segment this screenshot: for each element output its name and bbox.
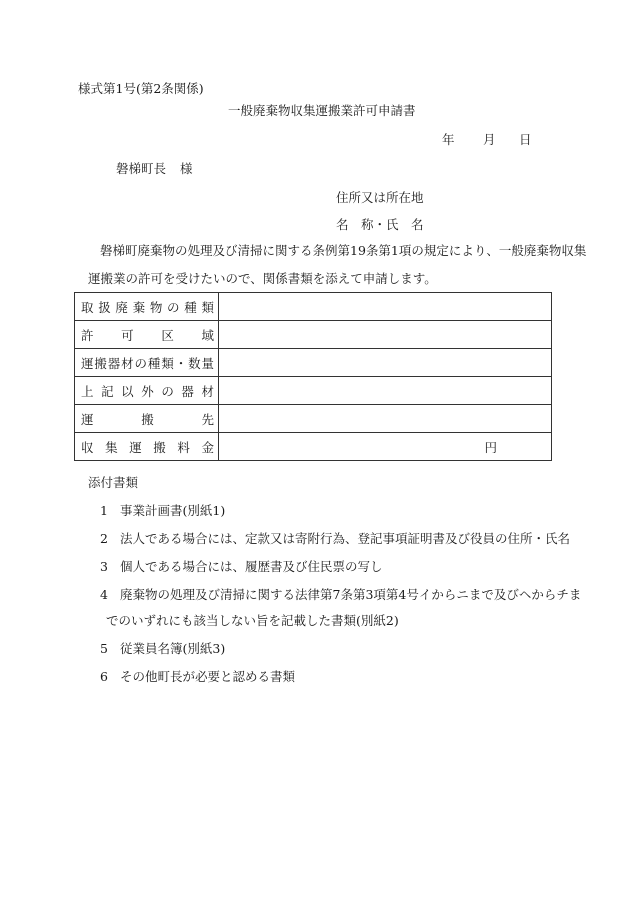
addressee-name: 磐梯町長 bbox=[116, 161, 167, 176]
body-text-line-1: 磐梯町廃棄物の処理及び清掃に関する条例第19条第1項の規定により、一般廃棄物収集 bbox=[100, 243, 587, 258]
attachment-text: 廃棄物の処理及び清掃に関する法律第7条第3項第4号イからニまで及びヘからチま bbox=[120, 587, 582, 602]
row-label bbox=[75, 433, 219, 461]
attachment-text: 従業員名簿(別紙3) bbox=[120, 641, 226, 656]
addressee bbox=[116, 163, 193, 176]
row-value-field[interactable] bbox=[219, 377, 552, 405]
row-label-text: 運搬器材の種類・数量 bbox=[81, 355, 214, 371]
applicant-address-label: 住所又は所在地 bbox=[336, 190, 424, 205]
attachment-number: 4 bbox=[100, 587, 108, 602]
attachment-text-continuation: でのいずれにも該当しない旨を記載した書類(別紙2) bbox=[106, 613, 399, 628]
attachments-heading: 添付書類 bbox=[88, 475, 139, 490]
attachment-number: 2 bbox=[100, 531, 108, 546]
table-row bbox=[75, 321, 552, 349]
attachment-number: 3 bbox=[100, 559, 108, 574]
date-year: 年 bbox=[442, 132, 455, 147]
row-value-field[interactable] bbox=[219, 293, 552, 321]
date-line bbox=[442, 134, 532, 147]
document-title: 一般廃棄物収集運搬業許可申請書 bbox=[228, 103, 416, 118]
row-label bbox=[75, 377, 219, 405]
date-day: 日 bbox=[519, 132, 532, 147]
row-label-text: 収集運搬料金 bbox=[81, 439, 214, 455]
body-text-line-2: 運搬業の許可を受けたいので、関係書類を添えて申請します。 bbox=[88, 271, 437, 286]
fee-value-field[interactable]: 円 bbox=[219, 433, 552, 461]
row-label bbox=[75, 405, 219, 433]
attachment-item bbox=[100, 561, 383, 574]
table-row bbox=[75, 293, 552, 321]
attachment-item bbox=[100, 505, 225, 518]
row-value-field[interactable] bbox=[219, 349, 552, 377]
attachment-text: 法人である場合には、定款又は寄附行為、登記事項証明書及び役員の住所・氏名 bbox=[120, 531, 571, 546]
row-label-text: 取扱廃棄物の種類 bbox=[81, 299, 214, 315]
table-row bbox=[75, 349, 552, 377]
date-month: 月 bbox=[483, 132, 496, 147]
row-label-text: 許可区域 bbox=[81, 327, 214, 343]
table-row bbox=[75, 405, 552, 433]
attachment-item bbox=[100, 533, 570, 546]
row-value-field[interactable] bbox=[219, 405, 552, 433]
row-label bbox=[75, 349, 219, 377]
attachment-text: その他町長が必要と認める書類 bbox=[120, 669, 296, 684]
attachment-number: 5 bbox=[100, 641, 108, 656]
table-row bbox=[75, 433, 552, 461]
attachment-item bbox=[100, 671, 295, 684]
attachment-text: 事業計画書(別紙1) bbox=[120, 503, 226, 518]
attachment-number: 6 bbox=[100, 669, 108, 684]
form-number: 様式第1号(第2条関係) bbox=[78, 81, 204, 96]
row-label bbox=[75, 321, 219, 349]
attachment-text: 個人である場合には、履歴書及び住民票の写し bbox=[120, 559, 383, 574]
row-label bbox=[75, 293, 219, 321]
row-label-text: 上記以外の器材 bbox=[81, 383, 214, 399]
attachment-number: 1 bbox=[100, 503, 108, 518]
addressee-honorific: 様 bbox=[180, 161, 193, 176]
attachment-item bbox=[100, 589, 581, 602]
application-info-table bbox=[74, 292, 552, 461]
row-label-text: 運搬先 bbox=[81, 411, 214, 427]
table-row bbox=[75, 377, 552, 405]
row-value-field[interactable] bbox=[219, 321, 552, 349]
attachment-item bbox=[100, 643, 225, 656]
applicant-name-label: 名 称・氏 名 bbox=[336, 217, 424, 232]
